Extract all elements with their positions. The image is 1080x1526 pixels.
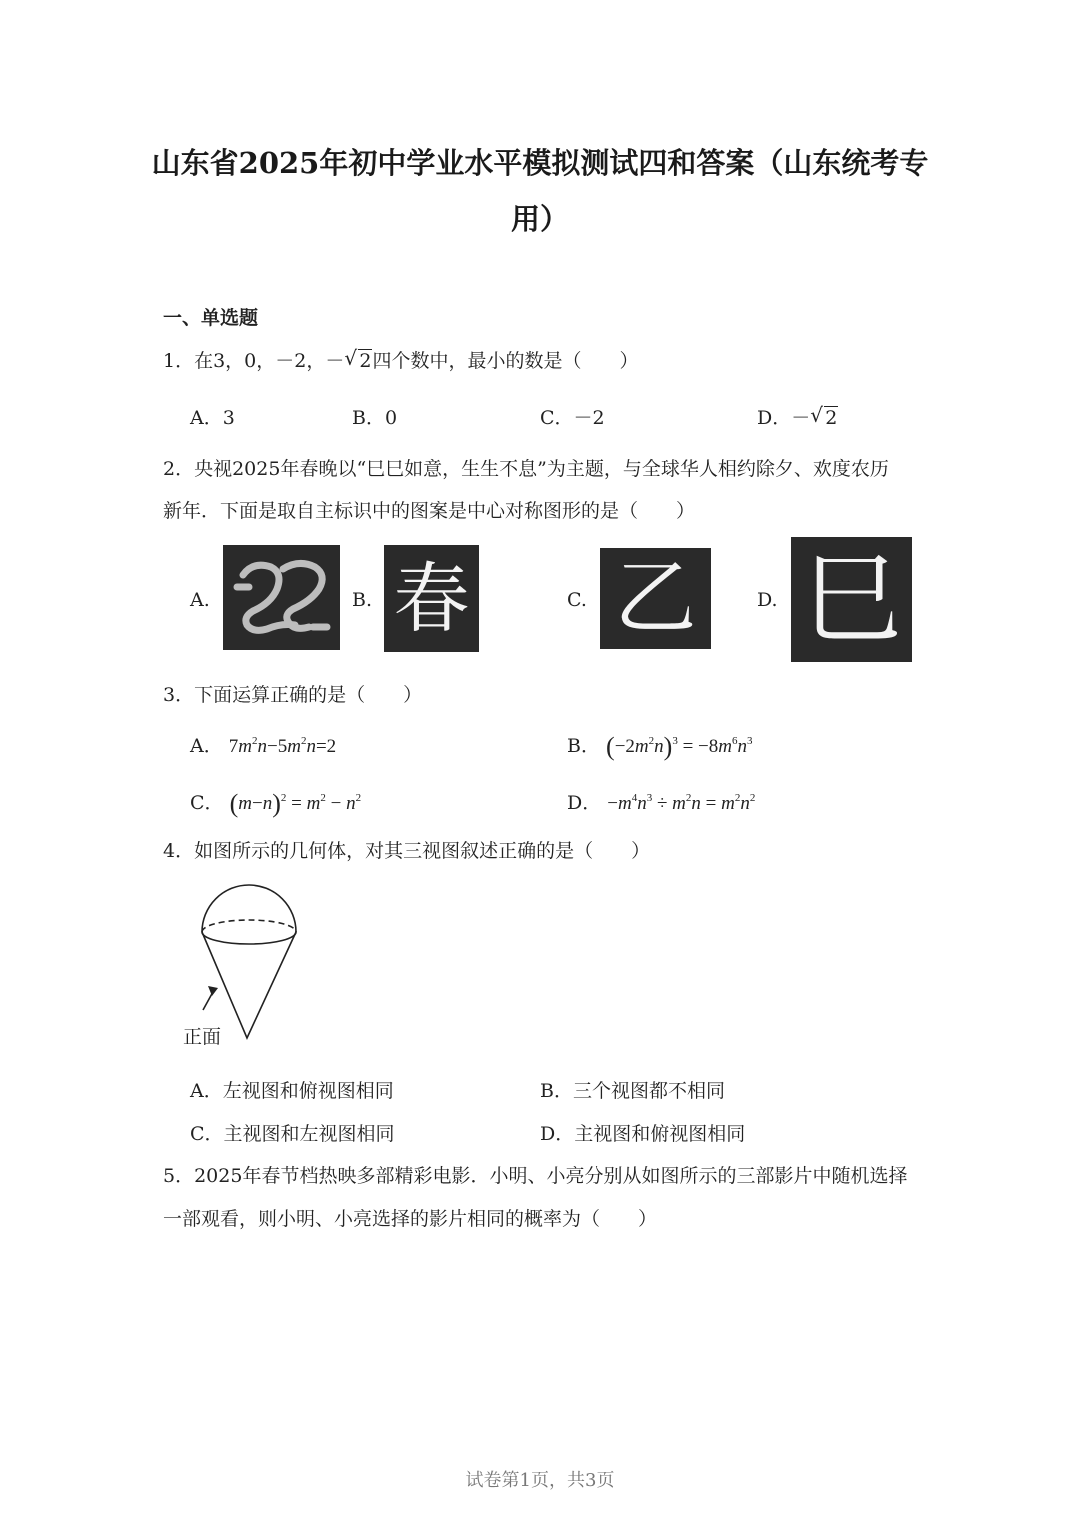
question-3-option-b[interactable] bbox=[567, 731, 752, 760]
sqrt-symbol: √ 2 bbox=[810, 403, 838, 429]
option-b-chun-image[interactable]: 春 bbox=[384, 545, 479, 652]
question-1-stem-a: 1．在3，0，－2，－ bbox=[163, 350, 345, 372]
question-2-option-d-label[interactable]: D. bbox=[757, 589, 778, 611]
knot-pattern-icon bbox=[223, 545, 340, 650]
question-2-option-a-label[interactable]: A. bbox=[190, 589, 210, 611]
question-1-option-a[interactable]: A．3 bbox=[190, 407, 235, 429]
question-2-line1: 2．央视2025年春晚以“巳巳如意，生生不息”为主题，与全球华人相约除夕、欢度农历 bbox=[163, 458, 889, 480]
document-title-line1: 山东省2025年初中学业水平模拟测试四和答案（山东统考专 bbox=[151, 146, 929, 180]
formula-b: $(-2m^2n)^3 = -8m^6n^3$ bbox=[606, 732, 753, 761]
option-label: C． bbox=[190, 792, 224, 814]
option-a-knot-image[interactable] bbox=[223, 545, 340, 650]
question-1-stem bbox=[163, 346, 638, 373]
question-3-option-c[interactable] bbox=[190, 788, 361, 817]
formula-c: $(m-n)^2 = m^2 - n^2$ bbox=[229, 789, 362, 818]
question-1-stem-b: 四个数中，最小的数是（ ） bbox=[372, 350, 639, 372]
question-1-option-b[interactable]: B．0 bbox=[352, 407, 398, 429]
page-footer: 试卷第1页，共3页 bbox=[465, 1470, 615, 1491]
sqrt-arg: 2 bbox=[359, 350, 372, 372]
sqrt-arg: 2 bbox=[825, 407, 838, 429]
question-4-option-d[interactable]: D．主视图和俯视图相同 bbox=[540, 1123, 746, 1145]
section-heading: 一、单选题 bbox=[163, 307, 259, 329]
option-label: B． bbox=[567, 735, 600, 757]
question-3-option-a[interactable] bbox=[190, 731, 336, 758]
question-4-stem: 4．如图所示的几何体，对其三视图叙述正确的是（ ） bbox=[163, 840, 651, 862]
question-4-option-c[interactable]: C．主视图和左视图相同 bbox=[190, 1123, 395, 1145]
front-view-label: 正面 bbox=[183, 1026, 222, 1048]
question-4-option-a[interactable]: A．左视图和俯视图相同 bbox=[190, 1080, 394, 1102]
question-2-option-b-label[interactable]: B. bbox=[352, 589, 373, 611]
question-1-option-d-label: D．－ bbox=[757, 407, 811, 429]
question-4-option-b[interactable]: B．三个视图都不相同 bbox=[540, 1080, 725, 1102]
option-c-yi-image[interactable]: 乙 bbox=[600, 548, 711, 649]
question-2-line2: 新年．下面是取自主标识中的图案是中心对称图形的是（ ） bbox=[163, 500, 696, 522]
formula-a: $7m^2n-5m^2n=2$ bbox=[228, 735, 337, 757]
sqrt-symbol: √ 2 bbox=[344, 346, 372, 372]
question-1-option-c[interactable]: C．－2 bbox=[540, 407, 605, 429]
question-5-line1: 5．2025年春节档热映多部精彩电影．小明、小亮分别从如图所示的三部影片中随机选择 bbox=[163, 1165, 908, 1187]
option-label: A． bbox=[190, 735, 223, 757]
document-title-line2: 用） bbox=[510, 202, 569, 236]
question-1-option-d[interactable] bbox=[757, 403, 838, 430]
formula-d: $-m^4n^3 \div m^2n = m^2n^2$ bbox=[607, 792, 756, 814]
option-d-si-image[interactable]: 巳 bbox=[791, 537, 912, 662]
question-3-option-d[interactable] bbox=[567, 788, 755, 815]
option-label: D． bbox=[567, 792, 602, 814]
question-2-option-c-label[interactable]: C. bbox=[567, 589, 587, 611]
question-5-line2: 一部观看，则小明、小亮选择的影片相同的概率为（ ） bbox=[163, 1208, 658, 1230]
question-3-stem: 3．下面运算正确的是（ ） bbox=[163, 684, 423, 706]
